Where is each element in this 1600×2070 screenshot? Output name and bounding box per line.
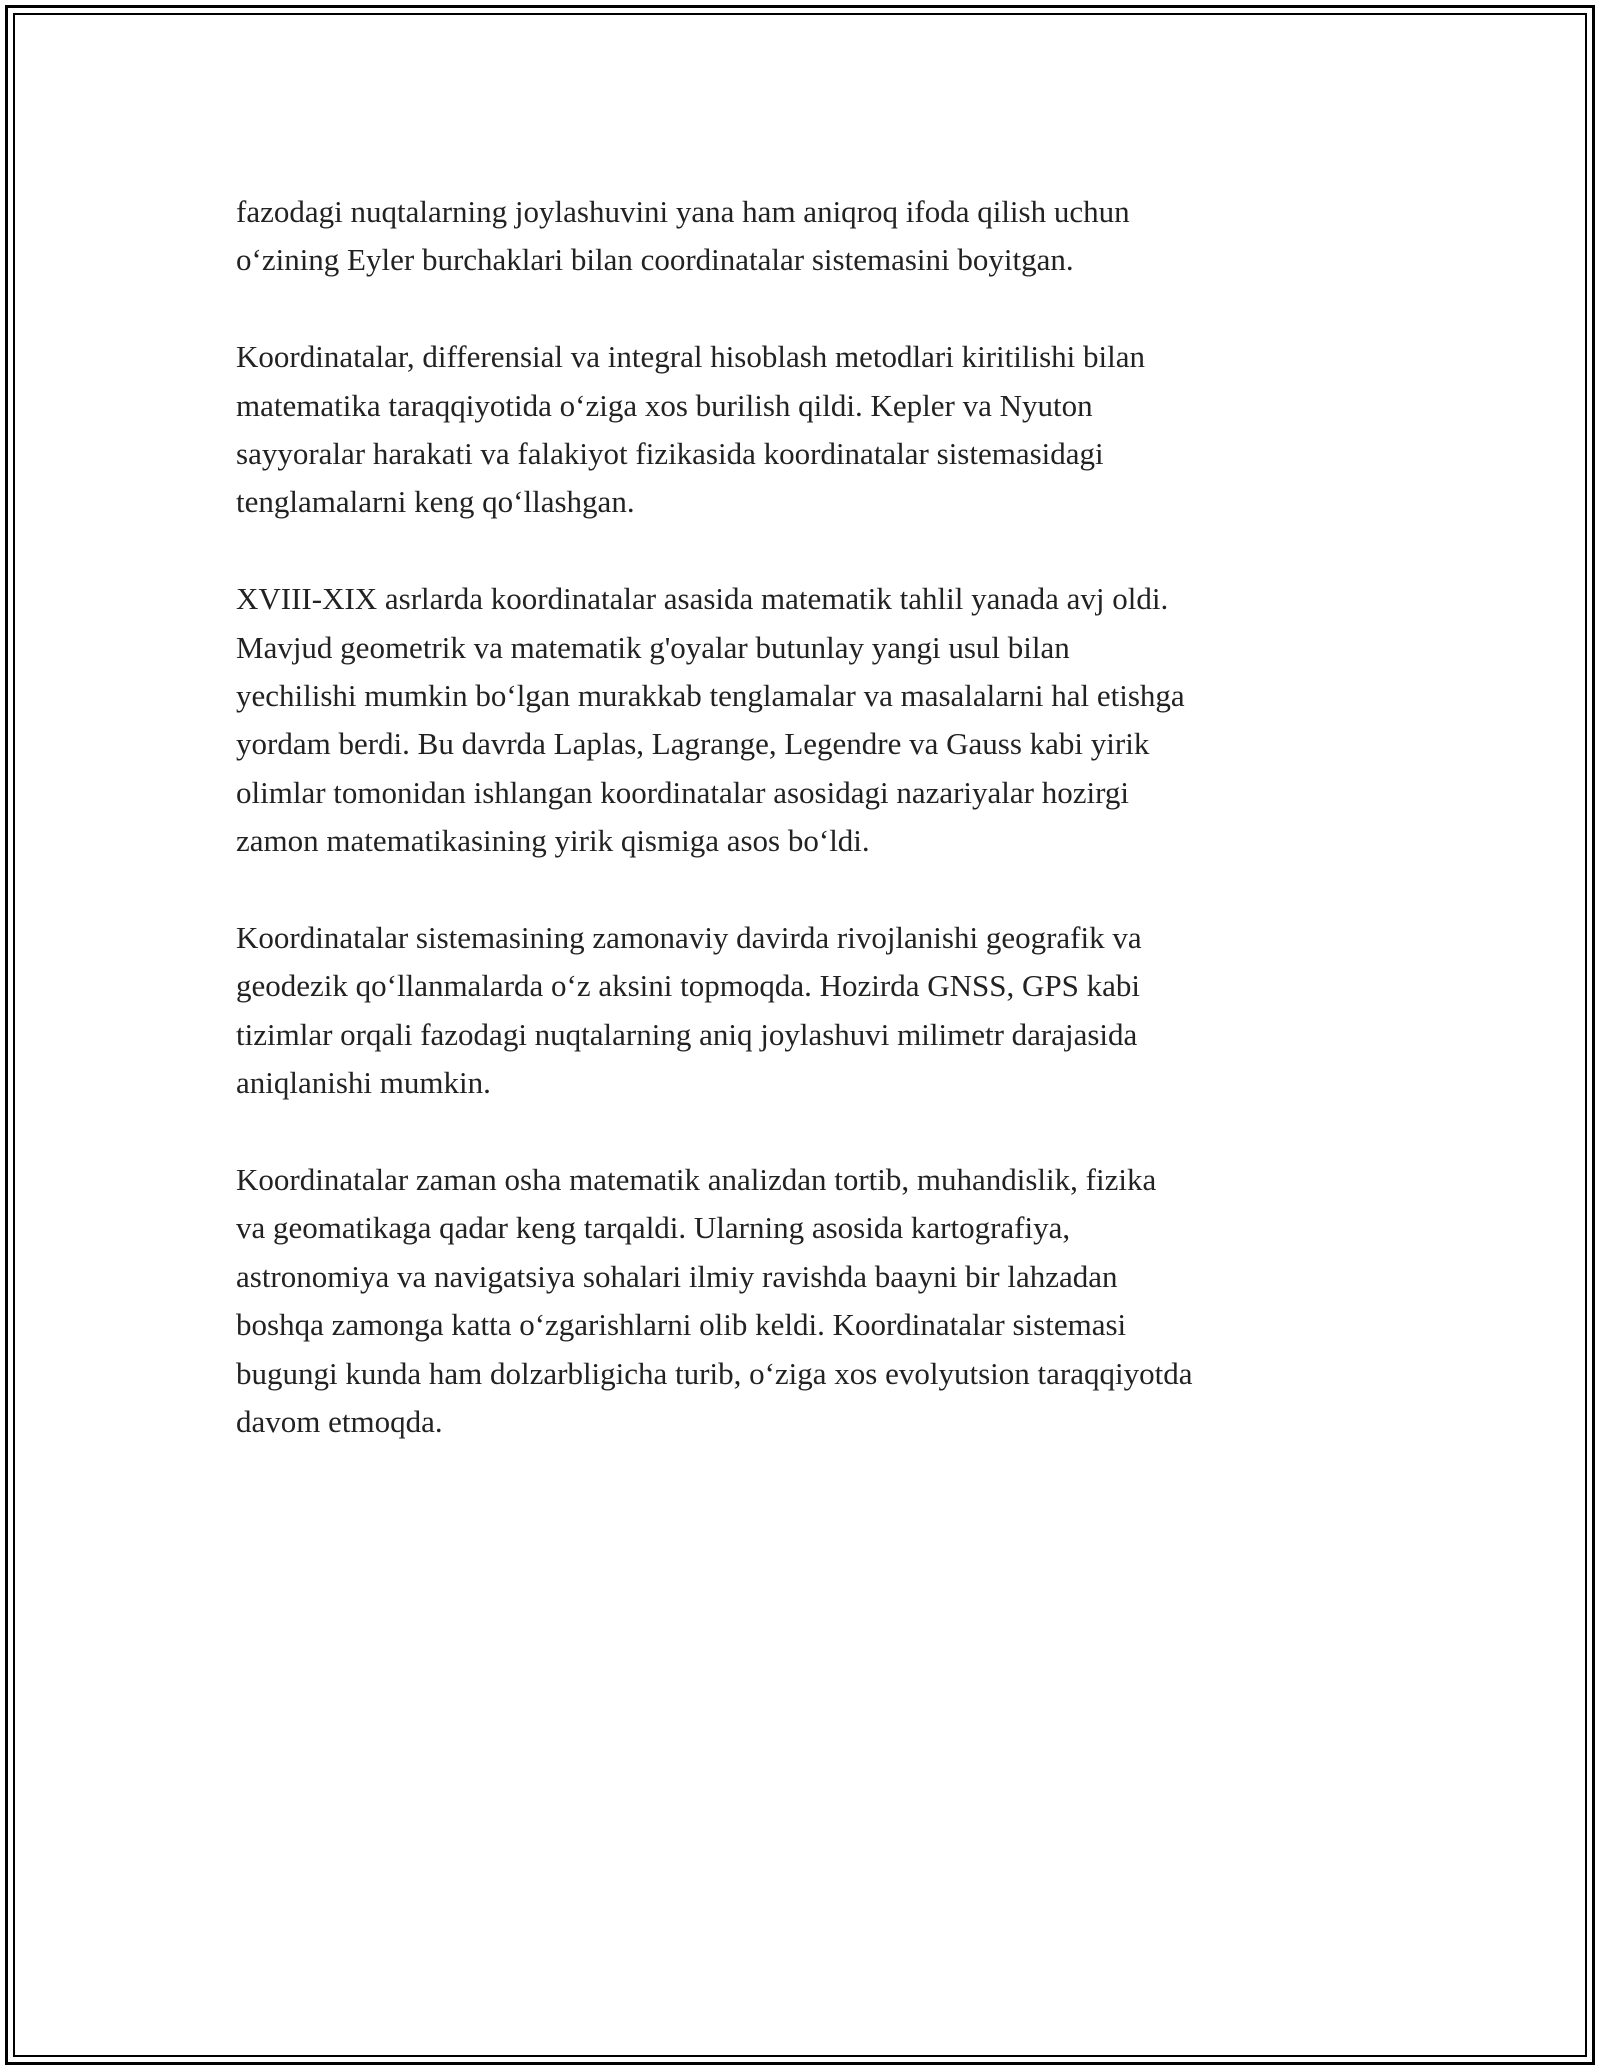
text-line: fazodagi nuqtalarning joylashuvini yana ham aniqroq ifoda qilish uchun [236, 194, 1130, 229]
paragraph-1 [236, 188, 1376, 285]
text-line: olimlar tomonidan ishlangan koordinatalar asosidagi nazariyalar hozirgi [236, 774, 1129, 810]
text-line: o‘zining Eyler burchaklari bilan coordinatalar sistemasini boyitgan. [236, 242, 1074, 278]
text-line: zamon matematikasining yirik qismiga asos bo‘ldi. [236, 823, 870, 859]
text-line: astronomiya va navigatsiya sohalari ilmiy ravishda baayni bir lahzadan [236, 1258, 1118, 1294]
text-line: matematika taraqqiyotida o‘ziga xos burilish qildi. Kepler va Nyuton [236, 387, 1093, 423]
text-line: tizimlar orqali fazodagi nuqtalarning aniq joylashuvi milimetr darajasida [236, 1016, 1138, 1052]
text-line: yechilishi mumkin bo‘lgan murakkab tenglamalar va masalalarni hal etishga [236, 678, 1185, 714]
text-line: boshqa zamonga katta o‘zgarishlarni olib keldi. Koordinatalar sistemasi [236, 1307, 1127, 1343]
paragraph-5 [236, 1156, 1376, 1446]
paragraph-4 [236, 914, 1376, 1108]
text-line: yordam berdi. Bu davrda Laplas, Lagrange, Legendre va Gauss kabi yirik [236, 726, 1150, 762]
document-body [236, 188, 1376, 1495]
paragraph-2 [236, 333, 1376, 527]
text-line: bugungi kunda ham dolzarbligicha turib, o‘ziga xos evolyutsion taraqqiyotda [236, 1355, 1193, 1391]
text-line: aniqlanishi mumkin. [236, 1065, 491, 1101]
paragraph-3 [236, 575, 1376, 865]
text-line: geodezik qo‘llanmalarda o‘z aksini topmoqda. Hozirda GNSS, GPS kabi [236, 968, 1140, 1004]
text-line: tenglamalarni keng qo‘llashgan. [236, 484, 635, 520]
text-line: Koordinatalar zaman osha matematik analizdan tortib, muhandislik, fizika [236, 1162, 1157, 1198]
text-line: Mavjud geometrik va matematik g'oyalar butunlay yangi usul bilan [236, 629, 1070, 665]
text-line: Koordinatalar sistemasining zamonaviy davirda rivojlanishi geografik va [236, 920, 1142, 956]
text-line: Koordinatalar, differensial va integral hisoblash metodlari kiritilishi bilan [236, 339, 1146, 375]
text-line: va geomatikaga qadar keng tarqaldi. Ularning asosida kartografiya, [236, 1210, 1071, 1246]
text-line: sayyoralar harakati va falakiyot fizikasida koordinatalar sistemasidagi [236, 436, 1104, 472]
text-line: davom etmoqda. [236, 1404, 443, 1440]
text-line: XVIII-XIX asrlarda koordinatalar asasida matematik tahlil yanada avj oldi. [236, 581, 1169, 617]
